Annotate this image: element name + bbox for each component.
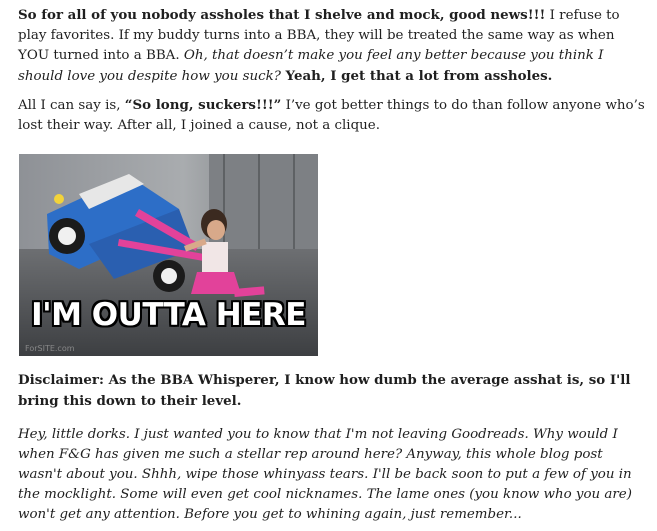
bold-good-news: So for all of you nobody assholes that I shelve and mock, good news!!!	[18, 7, 546, 23]
text-all-i-can-say: All I can say is,	[18, 98, 125, 113]
outta-here-gif	[19, 154, 318, 356]
paragraph-little-dorks: Hey, little dorks. I just wanted you to know that I'm not leaving Goodreads. Why would I when F&G has given me such a stellar rep around here? Anyway, this whole blog post wasn't about you. Shhh, wipe those whinyass tears. I'll be back soon to put a few of you in the mocklight. Some will even get cool nicknames. The lame ones (you know who you are) won't get any attention. Before you get to whining again, just remember...	[18, 427, 632, 522]
paragraph-disclaimer	[18, 370, 646, 412]
paragraph-so-long	[18, 95, 646, 136]
gif-watermark: ForSITE.com	[25, 344, 75, 353]
italic-aside: Oh, that doesn’t make you feel any better because you think I should love you despite how you suck?	[18, 48, 604, 84]
text-favorites: I refuse to play favorites. If my buddy turns into a BBA, they will be treated the same way as when YOU turned into a BBA.	[18, 8, 620, 63]
bold-disclaimer: Disclaimer: As the BBA Whisperer, I know how dumb the average asshat is, so I'll bring this down to their level.	[18, 372, 631, 409]
bold-so-long: “So long, suckers!!!”	[124, 97, 282, 113]
paragraph-good-news	[18, 5, 646, 87]
text-better-things: I’ve got better things to do than follow anyone who’s lost their way. After all, I joined a cause, not a clique.	[18, 98, 645, 133]
bold-assholes: Yeah, I get that a lot from assholes.	[280, 68, 553, 84]
meme-caption: I'M OUTTA HERE	[31, 297, 306, 333]
